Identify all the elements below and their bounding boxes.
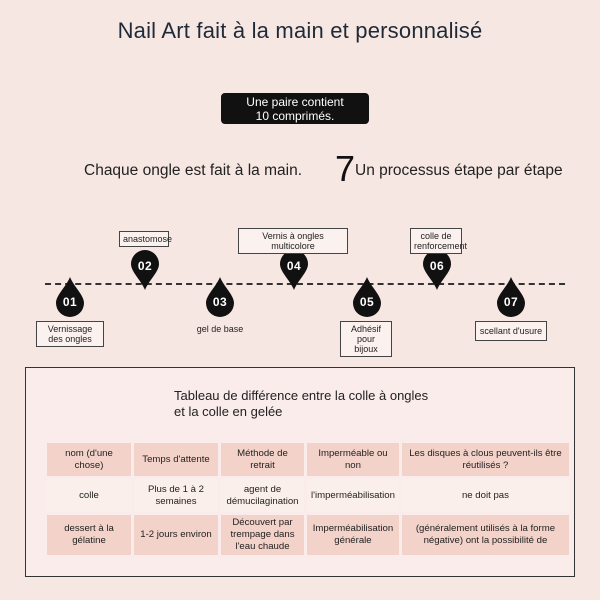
comparison-card [25,367,575,577]
table-row [47,479,569,512]
table-header-cell: Temps d'attente [134,443,218,476]
table-cell: l'imperméabilisation [307,479,399,512]
pair-count-badge [221,93,369,124]
table-title-line-2: et la colle en gelée [174,404,283,419]
table-title-line-1: Tableau de différence entre la colle à ongles [174,388,429,403]
table-cell: colle [47,479,131,512]
step-label-05: Adhésif pour bijoux [340,321,392,357]
step-label-06: colle de renforcement [410,228,462,254]
step-marker-01 [55,277,85,317]
step-number: 06 [429,259,445,273]
table-header-cell: Méthode de retrait [221,443,304,476]
table-cell: ne doit pas [402,479,569,512]
badge-line-1: Une paire contient [246,94,344,109]
step-number: 05 [359,295,375,309]
step-number: 07 [503,295,519,309]
table-header-row [47,443,569,476]
comparison-table [44,440,572,558]
table-cell: Découvert par trempage dans l'eau chaude [221,515,304,555]
step-marker-02 [130,250,160,290]
table-cell: Imperméabilisation générale [307,515,399,555]
table-cell: 1-2 jours environ [134,515,218,555]
step-marker-04 [279,250,309,290]
step-marker-05 [352,277,382,317]
page-title: Nail Art fait à la main et personnalisé [117,18,483,43]
step-label-02: anastomose [119,231,169,247]
handmade-tagline: Chaque ongle est fait à la main. [84,162,302,179]
step-label-03: gel de base [196,324,244,334]
table-cell: Plus de 1 à 2 semaines [134,479,218,512]
step-count-number: 7 [335,148,356,189]
step-number: 04 [286,259,302,273]
table-cell: dessert à la gélatine [47,515,131,555]
step-marker-07 [496,277,526,317]
table-header-cell: Les disques à clous peuvent-ils être réutilisés ? [402,443,569,476]
table-header-cell: nom (d'une chose) [47,443,131,476]
step-marker-03 [205,277,235,317]
step-number: 01 [62,295,78,309]
step-number: 03 [212,295,228,309]
step-label-07: scellant d'usure [475,321,547,341]
step-marker-06 [422,250,452,290]
table-cell: (généralement utilisés à la forme négative) ont la possibilité de [402,515,569,555]
table-row [47,515,569,555]
table-header-cell: Imperméable ou non [307,443,399,476]
process-tagline: Un processus étape par étape [355,162,563,179]
step-number: 02 [137,259,153,273]
comparison-table-title [174,388,428,420]
table-cell: agent de démucilagination [221,479,304,512]
step-label-04: Vernis à ongles multicolore [238,228,348,254]
step-label-01: Vernissage des ongles [36,321,104,347]
badge-line-2: 10 comprimés. [255,108,335,123]
